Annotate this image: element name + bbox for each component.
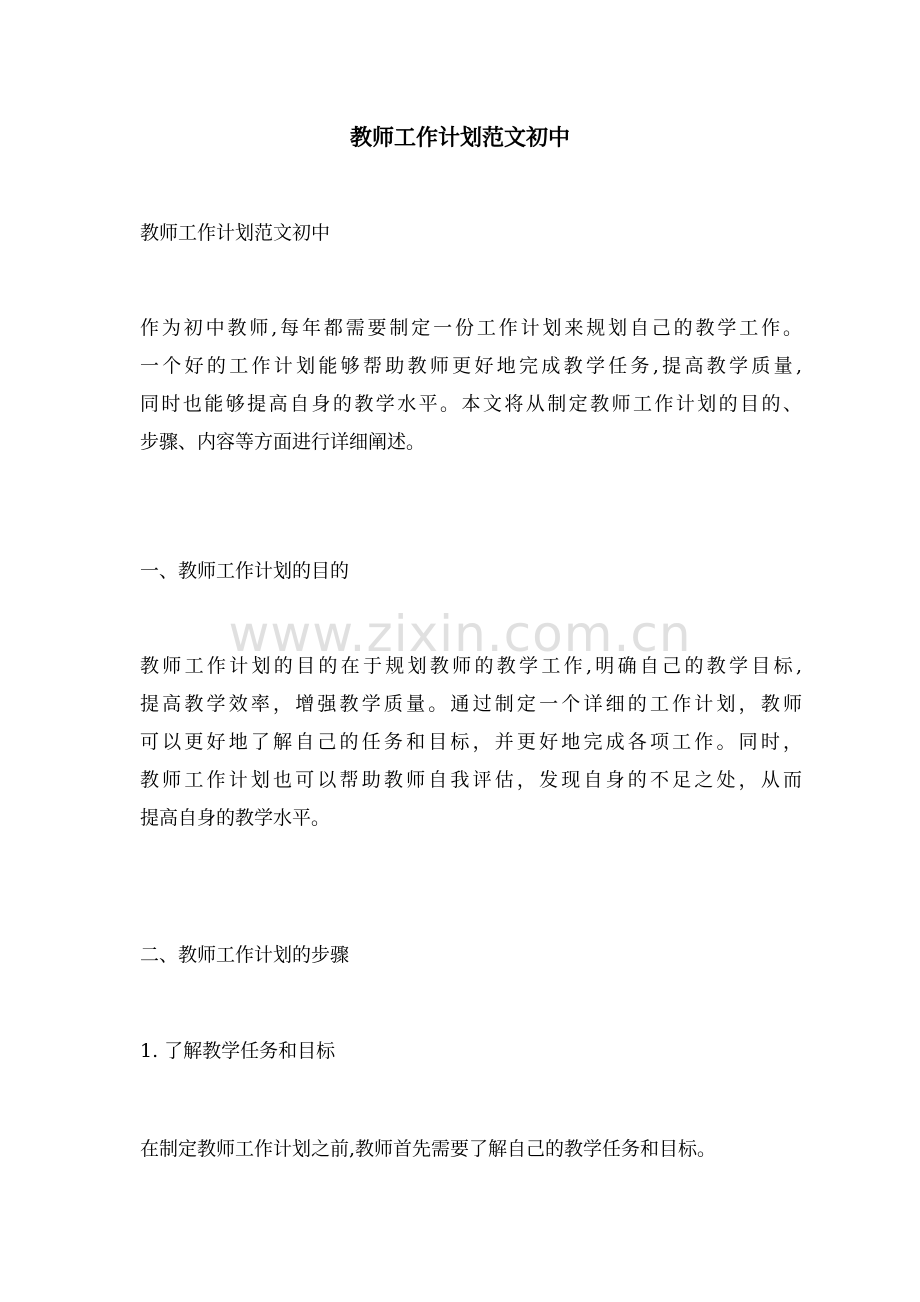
- intro-paragraph: [140, 309, 802, 461]
- watermark-text: www.zixin.com.cn: [228, 605, 692, 663]
- paragraph-line: 一个好的工作计划能够帮助教师更好地完成教学任务,提高教学质量,: [140, 355, 802, 377]
- paragraph-line: 同时也能够提高自身的教学水平。本文将从制定教师工作计划的目的、: [140, 393, 802, 415]
- paragraph-line: 提高自身的教学水平。: [140, 807, 331, 829]
- document-subtitle: 教师工作计划范文初中: [140, 222, 331, 244]
- paragraph-line: 教师工作计划也可以帮助教师自我评估，发现自身的不足之处，从而: [140, 769, 802, 791]
- paragraph-line: 在制定教师工作计划之前,教师首先需要了解自己的教学任务和目标。: [140, 1138, 717, 1160]
- purpose-paragraph: [140, 647, 802, 837]
- paragraph-line: 步骤、内容等方面进行详细阐述。: [140, 431, 426, 453]
- step-heading: 1. 了解教学任务和目标: [140, 1040, 336, 1062]
- section-heading-purpose: 一、教师工作计划的目的: [140, 560, 350, 582]
- paragraph-line: 可以更好地了解自己的任务和目标，并更好地完成各项工作。同时，: [140, 731, 802, 753]
- step-paragraph: [140, 1130, 802, 1168]
- paragraph-line: 作为初中教师,每年都需要制定一份工作计划来规划自己的教学工作。: [140, 317, 802, 339]
- document-title: 教师工作计划范文初中: [349, 125, 570, 151]
- paragraph-line: 提高教学效率，增强教学质量。通过制定一个详细的工作计划，教师: [140, 693, 802, 715]
- paragraph-line: 教师工作计划的目的在于规划教师的教学工作,明确自己的教学目标,: [140, 655, 802, 677]
- section-heading-steps: 二、教师工作计划的步骤: [140, 944, 350, 966]
